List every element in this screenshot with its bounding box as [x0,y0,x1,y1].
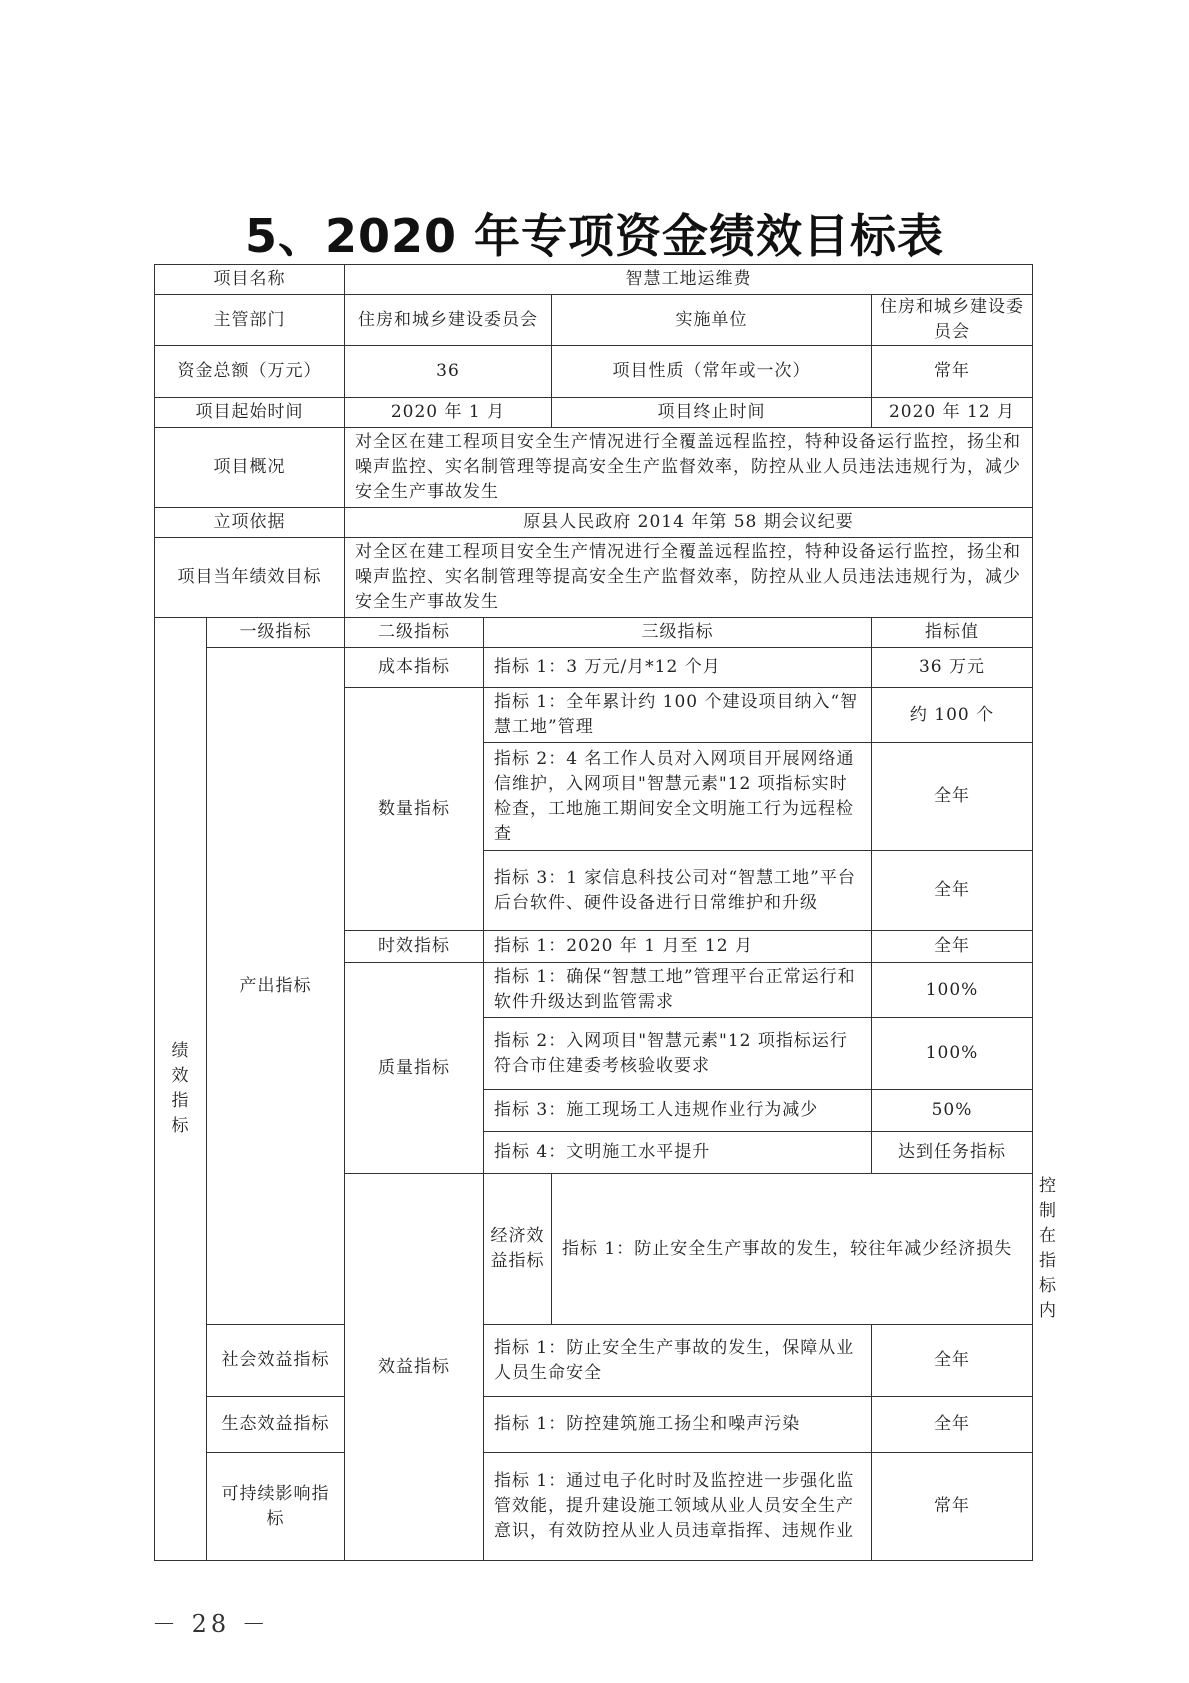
quantity-indicator-1-value: 约 100 个 [872,688,1033,743]
quantity-indicators-label: 数量指标 [345,688,484,931]
cost-indicator-1: 指标 1：3 万元/月*12 个月 [484,648,872,688]
page-title: 5、2020 年专项资金绩效目标表 [244,209,945,263]
side-label-performance: 绩 效 指 标 [155,618,207,1561]
ecological-benefit-label: 生态效益指标 [207,1397,345,1453]
output-indicators-label: 产出指标 [207,648,345,1325]
col-level2: 二级指标 [345,618,484,648]
sustainability-indicator-1-value: 常年 [872,1453,1033,1561]
quality-indicator-2: 指标 2：入网项目"智慧元素"12 项指标运行符合市住建委考核验收要求 [484,1018,872,1090]
end-label: 项目终止时间 [552,398,872,428]
quality-indicator-3: 指标 3：施工现场工人违规作业行为减少 [484,1090,872,1132]
quality-indicator-1-value: 100% [872,963,1033,1018]
nature-label: 项目性质（常年或一次） [552,346,872,398]
goal-value: 对全区在建工程项目安全生产情况进行全覆盖远程监控，特种设备运行监控，扬尘和噪声监控、实名制管理等提高安全生产监督效率，防控从业人员违法违规行为，减少安全生产事故发生 [345,538,1033,618]
sustainability-label: 可持续影响指标 [207,1453,345,1561]
quantity-indicator-3-value: 全年 [872,851,1033,931]
social-benefit-label: 社会效益指标 [207,1325,345,1397]
fund-value: 36 [345,346,552,398]
time-indicator-1: 指标 1：2020 年 1 月至 12 月 [484,931,872,963]
fund-label: 资金总额（万元） [155,346,345,398]
impl-value: 住房和城乡建设委员会 [872,295,1033,346]
sustainability-indicator-1: 指标 1：通过电子化时时及监控进一步强化监管效能，提升建设施工领域从业人员安全生产意识，有效防控从业人员违章指挥、违规作业 [484,1453,872,1561]
quantity-indicator-2: 指标 2：4 名工作人员对入网项目开展网络通信维护，入网项目"智慧元素"12 项指标实时检查，工地施工期间安全文明施工行为远程检查 [484,743,872,851]
cost-indicator-1-value: 36 万元 [872,648,1033,688]
quality-indicator-4-value: 达到任务指标 [872,1132,1033,1174]
economic-benefit-indicator-1: 指标 1：防止安全生产事故的发生，较往年减少经济损失 [552,1174,1033,1325]
performance-target-table: 项目名称 智慧工地运维费 主管部门 住房和城乡建设委员会 实施单位 住房和城乡建设委员会 资金总额（万元） 36 项目性质（常年或一次） 常年 项目起始时间 2020 年 1 月 项目终止时间 2020 年 12 月 项目概况 对全区在建工程项目安全生产情况进行全覆盖远程监控，特种设备运行监控，扬尘和噪声监控、实名制管理等提高安全生产监督效率，防控从业人员违法违规行为，减少安全生产事故发生 立项依据 原县人民政府 2014 年第 58 期会议纪要 项目当年绩效目标 对全区在建工程项目安全生产情况进行全覆盖远程监控，特种设备运行监控，扬尘和噪声监控、实名制管理等提高安全生产监督效率，防控从业人员违法违规行为，减少安全生产事故发生 绩 效 指 标 一级指标 二级指标 三级指标 指标值 产出指标 成本指标 指标 1：3 万元/月*12 个月 36 万元 数量指标 指标 1：全年累计约 100 个建设项目纳入“智慧工地”管理 约 100 个 指标 2：4 名工作人员对入网项目开展网络通信维护，入网项目"智慧元素"12 项指标实时检查，工地施工期间安全文明施工行为远程检查 全年 指标 3：1 家信息科技公司对“智慧工地”平台后台软件、硬件设备进行日常维护和升级 全年 时效指标 指标 1：2020 年 1 月至 12 月 全年 质量指标 指标 1：确保“智慧工地”管理平台正常运行和软件升级达到监管需求 100% 指标 2：入网项目"智慧元素"12 项指标运行符合市住建委考核验收要求 100% 指标 3：施工现场工人违规作业行为减少 50% 指标 4：文明施工水平提升 达到任务指标 效益指标 经济效益指标 指标 1：防止安全生产事故的发生，较往年减少经济损失 控制在指标内 社会效益指标 指标 1：防止安全生产事故的发生，保障从业人员生命安全 全年 生态效益指标 指标 1：防控建筑施工扬尘和噪声污染 全年 可持续影响指标 指标 1：通过电子化时时及监控进一步强化监管效能，提升建设施工领域从业人员安全生产意识，有效防控从业人员违章指挥、违规作业 常年 [154,264,1033,1561]
social-benefit-indicator-1-value: 全年 [872,1325,1033,1397]
ecological-benefit-indicator-1: 指标 1：防控建筑施工扬尘和噪声污染 [484,1397,872,1453]
social-benefit-indicator-1: 指标 1：防止安全生产事故的发生，保障从业人员生命安全 [484,1325,872,1397]
overview-value: 对全区在建工程项目安全生产情况进行全覆盖远程监控，特种设备运行监控，扬尘和噪声监控、实名制管理等提高安全生产监督效率，防控从业人员违法违规行为，减少安全生产事故发生 [345,428,1033,508]
quality-indicator-3-value: 50% [872,1090,1033,1132]
quantity-indicator-3: 指标 3：1 家信息科技公司对“智慧工地”平台后台软件、硬件设备进行日常维护和升级 [484,851,872,931]
basis-label: 立项依据 [155,508,345,538]
goal-label: 项目当年绩效目标 [155,538,345,618]
ecological-benefit-indicator-1-value: 全年 [872,1397,1033,1453]
start-label: 项目起始时间 [155,398,345,428]
basis-value: 原县人民政府 2014 年第 58 期会议纪要 [345,508,1033,538]
impl-label: 实施单位 [552,295,872,346]
time-indicators-label: 时效指标 [345,931,484,963]
quality-indicator-1: 指标 1：确保“智慧工地”管理平台正常运行和软件升级达到监管需求 [484,963,872,1018]
col-level1: 一级指标 [207,618,345,648]
project-name-value: 智慧工地运维费 [345,265,1033,295]
col-level3: 三级指标 [484,618,872,648]
project-name-label: 项目名称 [155,265,345,295]
end-value: 2020 年 12 月 [872,398,1033,428]
quality-indicator-4: 指标 4：文明施工水平提升 [484,1132,872,1174]
quality-indicator-2-value: 100% [872,1018,1033,1090]
quantity-indicator-1: 指标 1：全年累计约 100 个建设项目纳入“智慧工地”管理 [484,688,872,743]
quality-indicators-label: 质量指标 [345,963,484,1174]
col-value: 指标值 [872,618,1033,648]
benefit-indicators-label: 效益指标 [345,1174,484,1561]
nature-value: 常年 [872,346,1033,398]
page-number: － 28 － [152,1610,270,1638]
dept-label: 主管部门 [155,295,345,346]
overview-label: 项目概况 [155,428,345,508]
time-indicator-1-value: 全年 [872,931,1033,963]
dept-value: 住房和城乡建设委员会 [345,295,552,346]
quantity-indicator-2-value: 全年 [872,743,1033,851]
economic-benefit-label: 经济效益指标 [484,1174,552,1325]
start-value: 2020 年 1 月 [345,398,552,428]
cost-indicators-label: 成本指标 [345,648,484,688]
